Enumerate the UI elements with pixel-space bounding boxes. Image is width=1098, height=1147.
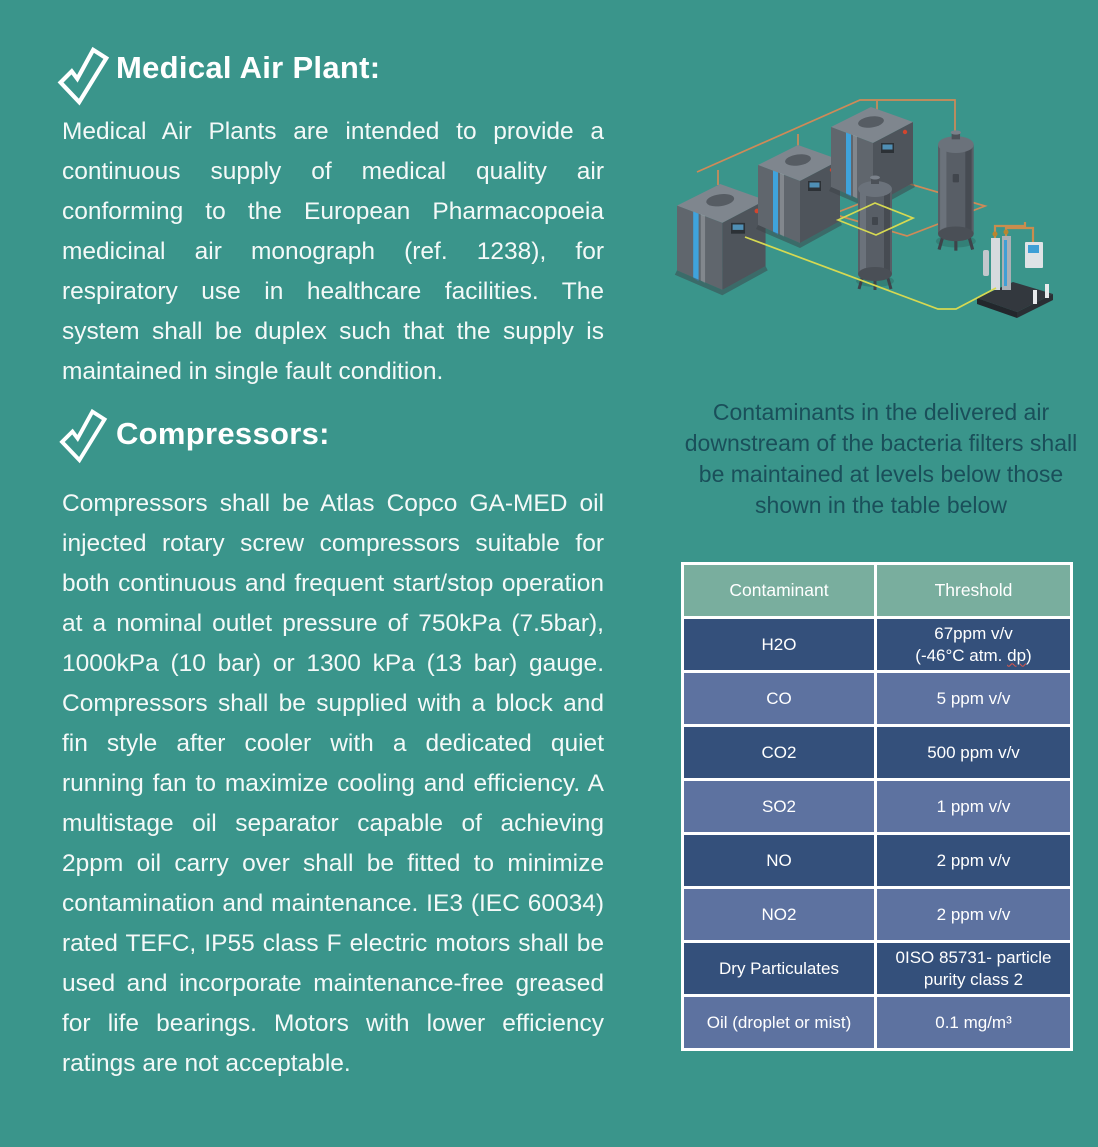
- threshold-cell: 2 ppm v/v: [877, 889, 1070, 940]
- medical-air-plant-heading: Medical Air Plant:: [116, 50, 381, 85]
- dryer-unit: [977, 222, 1053, 318]
- contaminant-cell: Oil (droplet or mist): [684, 997, 874, 1048]
- threshold-cell: 2 ppm v/v: [877, 835, 1070, 886]
- contaminant-table: [681, 562, 1073, 1051]
- check-outline-icon: [54, 44, 110, 106]
- misspelled-word: dp: [1007, 645, 1027, 665]
- air-receiver-tank: [936, 130, 976, 250]
- table-header-row: [684, 565, 1070, 616]
- table-row: [684, 727, 1070, 778]
- contaminant-cell: NO: [684, 835, 874, 886]
- threshold-cell: 0ISO 85731- particle purity class 2: [877, 943, 1070, 994]
- column-header-contaminant: Contaminant: [684, 565, 874, 616]
- threshold-cell: 1 ppm v/v: [877, 781, 1070, 832]
- table-row: [684, 781, 1070, 832]
- compressors-paragraph: Compressors shall be Atlas Copco GA-MED oil injected rotary screw compressors suitable for both continuous and frequent start/stop operation at a nominal outlet pressure of 750kPa (7.5bar), 1000kPa (10 bar) or 1300 kPa (13 bar) gauge. Compressors shall be supplied with a block and fin style after cooler with a dedicated quiet running fan to maximize cooling and efficiency. A multistage oil separator capable of achieving 2ppm oil carry over shall be fitted to minimize contamination and maintenance. IE3 (IEC 60034) rated TEFC, IP55 class F electric motors shall be used and incorporate maintenance-free greased for life bearings. Motors with lower efficiency ratings are not acceptable.: [62, 490, 604, 1077]
- threshold-cell: 5 ppm v/v: [877, 673, 1070, 724]
- table-row: [684, 835, 1070, 886]
- contaminant-cell: Dry Particulates: [684, 943, 874, 994]
- compressor-cabinet: [756, 145, 842, 248]
- table-row: [684, 673, 1070, 724]
- check-outline-icon: [56, 406, 108, 464]
- contaminant-cell: NO2: [684, 889, 874, 940]
- threshold-cell: 0.1 mg/m³: [877, 997, 1070, 1048]
- table-row: [684, 889, 1070, 940]
- contaminant-cell: CO2: [684, 727, 874, 778]
- table-row: [684, 619, 1070, 670]
- compressors-heading: Compressors:: [116, 416, 330, 451]
- table-caption: Contaminants in the delivered air downstream of the bacteria filters shall be maintained at levels below those shown in the table below: [684, 399, 1078, 518]
- threshold-cell: 67ppm v/v (-46°C atm. dp): [877, 619, 1070, 670]
- column-header-threshold: Threshold: [877, 565, 1070, 616]
- threshold-cell: 500 ppm v/v: [877, 727, 1070, 778]
- contaminant-cell: H2O: [684, 619, 874, 670]
- air-receiver-tank: [856, 176, 894, 291]
- contaminant-cell: CO: [684, 673, 874, 724]
- contaminant-cell: SO2: [684, 781, 874, 832]
- plant-illustration: [655, 92, 1090, 350]
- table-row: [684, 943, 1070, 994]
- medical-air-plant-paragraph: Medical Air Plants are intended to provide a continuous supply of medical quality air conforming to the European Pharmacopoeia medicinal air monograph (ref. 1238), for respiratory use in healthcare facilities. The system shall be duplex such that the supply is maintained in single fault condition.: [62, 118, 604, 385]
- table-row: [684, 997, 1070, 1048]
